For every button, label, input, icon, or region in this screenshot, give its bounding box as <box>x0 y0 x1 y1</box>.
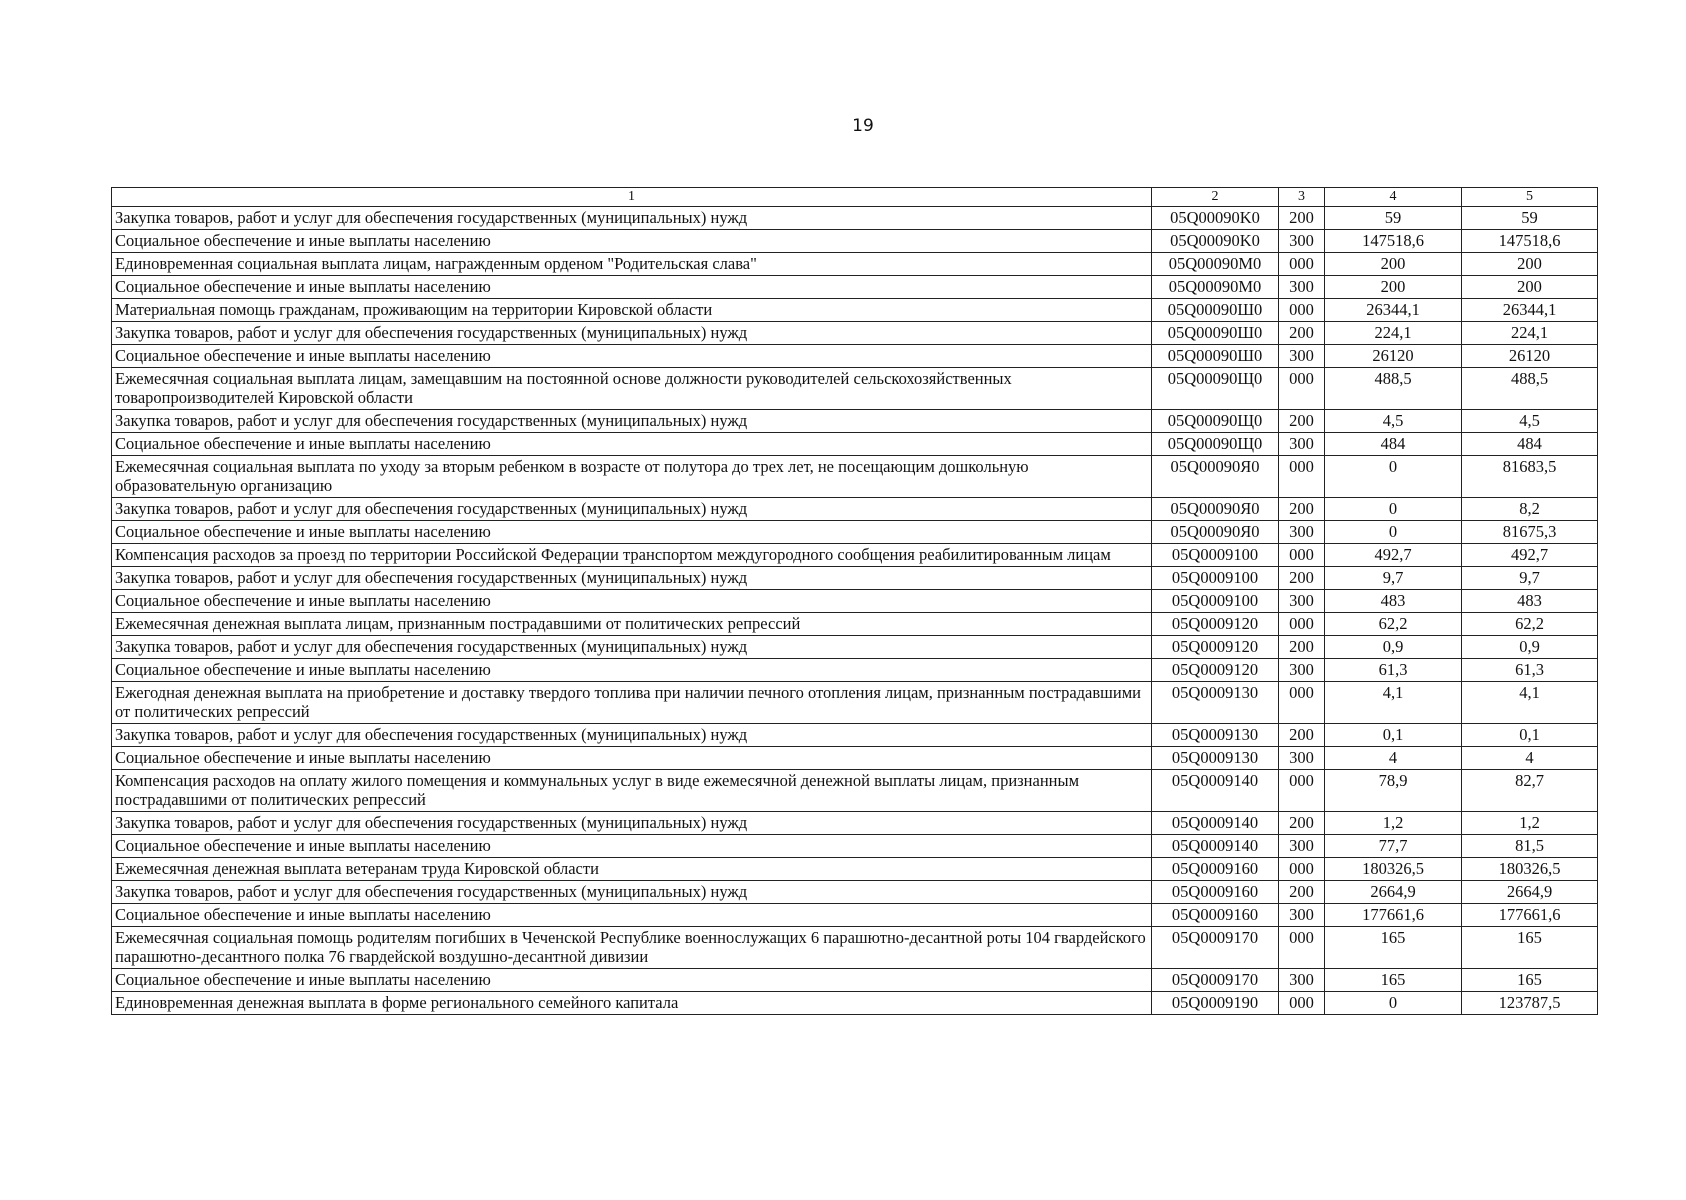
row-type: 300 <box>1279 904 1325 927</box>
row-code: 05Q00090M0 <box>1152 253 1279 276</box>
row-value-5: 0,1 <box>1462 724 1598 747</box>
row-name: Закупка товаров, работ и услуг для обеспечения государственных (муниципальных) нужд <box>112 636 1152 659</box>
row-value-5: 81675,3 <box>1462 521 1598 544</box>
row-value-4: 1,2 <box>1325 812 1462 835</box>
row-name: Ежегодная денежная выплата на приобретение и доставку твердого топлива при наличии печного отопления лицам, признанным пострадавшими от политических репрессий <box>112 682 1152 724</box>
row-code: 05Q00090Щ0 <box>1152 368 1279 410</box>
row-code: 05Q00090Я0 <box>1152 456 1279 498</box>
row-name: Социальное обеспечение и иные выплаты населению <box>112 276 1152 299</box>
row-value-4: 4 <box>1325 747 1462 770</box>
row-value-5: 2664,9 <box>1462 881 1598 904</box>
header-cell-4: 4 <box>1325 188 1462 207</box>
row-code: 05Q0009130 <box>1152 682 1279 724</box>
row-type: 300 <box>1279 345 1325 368</box>
row-type: 200 <box>1279 636 1325 659</box>
row-name: Социальное обеспечение и иные выплаты населению <box>112 521 1152 544</box>
row-name: Закупка товаров, работ и услуг для обеспечения государственных (муниципальных) нужд <box>112 812 1152 835</box>
table-row <box>112 992 1598 1015</box>
row-value-5: 165 <box>1462 927 1598 969</box>
row-code: 05Q0009140 <box>1152 835 1279 858</box>
row-code: 05Q0009100 <box>1152 567 1279 590</box>
row-value-5: 62,2 <box>1462 613 1598 636</box>
row-code: 05Q00090Щ0 <box>1152 410 1279 433</box>
row-type: 200 <box>1279 498 1325 521</box>
row-value-5: 82,7 <box>1462 770 1598 812</box>
table-row <box>112 410 1598 433</box>
row-value-5: 4,5 <box>1462 410 1598 433</box>
table-row <box>112 433 1598 456</box>
row-type: 000 <box>1279 927 1325 969</box>
row-name: Ежемесячная денежная выплата лицам, признанным пострадавшими от политических репрессий <box>112 613 1152 636</box>
row-type: 000 <box>1279 368 1325 410</box>
row-name: Закупка товаров, работ и услуг для обеспечения государственных (муниципальных) нужд <box>112 410 1152 433</box>
row-code: 05Q00090Я0 <box>1152 498 1279 521</box>
row-value-5: 200 <box>1462 253 1598 276</box>
row-value-5: 224,1 <box>1462 322 1598 345</box>
row-type: 200 <box>1279 724 1325 747</box>
table-row <box>112 881 1598 904</box>
row-code: 05Q0009170 <box>1152 969 1279 992</box>
row-name: Социальное обеспечение и иные выплаты населению <box>112 835 1152 858</box>
table-row <box>112 207 1598 230</box>
row-value-4: 0 <box>1325 521 1462 544</box>
header-cell-3: 3 <box>1279 188 1325 207</box>
row-name: Социальное обеспечение и иные выплаты населению <box>112 904 1152 927</box>
row-value-4: 200 <box>1325 253 1462 276</box>
row-value-4: 9,7 <box>1325 567 1462 590</box>
row-value-5: 147518,6 <box>1462 230 1598 253</box>
row-code: 05Q00090M0 <box>1152 276 1279 299</box>
row-value-5: 488,5 <box>1462 368 1598 410</box>
row-code: 05Q0009190 <box>1152 992 1279 1015</box>
row-name: Единовременная социальная выплата лицам, награжденным орденом "Родительская слава" <box>112 253 1152 276</box>
row-code: 05Q0009120 <box>1152 636 1279 659</box>
row-code: 05Q0009160 <box>1152 881 1279 904</box>
row-name: Ежемесячная денежная выплата ветеранам труда Кировской области <box>112 858 1152 881</box>
row-name: Социальное обеспечение и иные выплаты населению <box>112 969 1152 992</box>
table-row <box>112 770 1598 812</box>
table-row <box>112 498 1598 521</box>
row-value-4: 147518,6 <box>1325 230 1462 253</box>
row-value-5: 9,7 <box>1462 567 1598 590</box>
row-value-4: 0 <box>1325 992 1462 1015</box>
row-code: 05Q0009130 <box>1152 747 1279 770</box>
table-row <box>112 724 1598 747</box>
row-value-4: 62,2 <box>1325 613 1462 636</box>
row-type: 000 <box>1279 992 1325 1015</box>
row-type: 000 <box>1279 613 1325 636</box>
row-value-4: 0 <box>1325 456 1462 498</box>
row-type: 000 <box>1279 544 1325 567</box>
row-type: 300 <box>1279 659 1325 682</box>
row-value-5: 59 <box>1462 207 1598 230</box>
row-value-5: 492,7 <box>1462 544 1598 567</box>
row-code: 05Q0009170 <box>1152 927 1279 969</box>
row-name: Компенсация расходов на оплату жилого помещения и коммунальных услуг в виде ежемесячной денежной выплаты лицам, признанным пострадавшими от политических репрессий <box>112 770 1152 812</box>
row-code: 05Q0009100 <box>1152 590 1279 613</box>
row-type: 200 <box>1279 410 1325 433</box>
row-code: 05Q0009120 <box>1152 613 1279 636</box>
row-name: Закупка товаров, работ и услуг для обеспечения государственных (муниципальных) нужд <box>112 322 1152 345</box>
row-value-5: 123787,5 <box>1462 992 1598 1015</box>
table-body <box>112 207 1598 1015</box>
row-type: 000 <box>1279 253 1325 276</box>
row-value-4: 492,7 <box>1325 544 1462 567</box>
row-value-5: 484 <box>1462 433 1598 456</box>
row-name: Закупка товаров, работ и услуг для обеспечения государственных (муниципальных) нужд <box>112 881 1152 904</box>
row-value-4: 26120 <box>1325 345 1462 368</box>
row-type: 300 <box>1279 590 1325 613</box>
row-value-4: 77,7 <box>1325 835 1462 858</box>
row-code: 05Q00090Щ0 <box>1152 433 1279 456</box>
row-value-5: 26120 <box>1462 345 1598 368</box>
row-value-4: 0,9 <box>1325 636 1462 659</box>
row-name: Компенсация расходов за проезд по территории Российской Федерации транспортом междугородного сообщения реабилитированным лицам <box>112 544 1152 567</box>
row-code: 05Q0009130 <box>1152 724 1279 747</box>
table-row <box>112 345 1598 368</box>
row-type: 300 <box>1279 747 1325 770</box>
table-row <box>112 544 1598 567</box>
row-type: 300 <box>1279 521 1325 544</box>
row-value-5: 4,1 <box>1462 682 1598 724</box>
row-name: Закупка товаров, работ и услуг для обеспечения государственных (муниципальных) нужд <box>112 207 1152 230</box>
row-type: 300 <box>1279 835 1325 858</box>
table-row <box>112 858 1598 881</box>
table-row <box>112 682 1598 724</box>
row-value-4: 165 <box>1325 927 1462 969</box>
row-type: 200 <box>1279 322 1325 345</box>
row-value-5: 61,3 <box>1462 659 1598 682</box>
row-value-4: 200 <box>1325 276 1462 299</box>
row-code: 05Q0009100 <box>1152 544 1279 567</box>
page-number: 19 <box>852 116 874 136</box>
row-value-5: 0,9 <box>1462 636 1598 659</box>
row-name: Закупка товаров, работ и услуг для обеспечения государственных (муниципальных) нужд <box>112 567 1152 590</box>
row-code: 05Q0009140 <box>1152 812 1279 835</box>
row-name: Ежемесячная социальная помощь родителям погибших в Чеченской Республике военнослужащих 6 парашютно-десантной роты 104 гвардейского парашютно-десантного полка 76 гвардейской воздушно-десантной дивизии <box>112 927 1152 969</box>
row-value-4: 2664,9 <box>1325 881 1462 904</box>
table-header-row <box>112 188 1598 207</box>
table-row <box>112 969 1598 992</box>
row-value-4: 224,1 <box>1325 322 1462 345</box>
row-name: Социальное обеспечение и иные выплаты населению <box>112 433 1152 456</box>
table-row <box>112 927 1598 969</box>
row-type: 300 <box>1279 433 1325 456</box>
row-value-5: 165 <box>1462 969 1598 992</box>
row-type: 000 <box>1279 682 1325 724</box>
row-name: Единовременная денежная выплата в форме регионального семейного капитала <box>112 992 1152 1015</box>
row-value-5: 180326,5 <box>1462 858 1598 881</box>
row-value-5: 26344,1 <box>1462 299 1598 322</box>
table-row <box>112 590 1598 613</box>
table-row <box>112 904 1598 927</box>
row-value-4: 484 <box>1325 433 1462 456</box>
row-value-4: 0,1 <box>1325 724 1462 747</box>
row-code: 05Q00090Ш0 <box>1152 345 1279 368</box>
table-row <box>112 230 1598 253</box>
row-type: 300 <box>1279 969 1325 992</box>
budget-table <box>111 187 1598 1015</box>
table-row <box>112 368 1598 410</box>
row-code: 05Q00090K0 <box>1152 230 1279 253</box>
table-row <box>112 456 1598 498</box>
row-value-4: 59 <box>1325 207 1462 230</box>
row-name: Социальное обеспечение и иные выплаты населению <box>112 230 1152 253</box>
row-value-4: 4,1 <box>1325 682 1462 724</box>
table-row <box>112 253 1598 276</box>
row-type: 300 <box>1279 276 1325 299</box>
row-value-5: 1,2 <box>1462 812 1598 835</box>
row-name: Ежемесячная социальная выплата лицам, замещавшим на постоянной основе должности руководителей сельскохозяйственных товаропроизводителей Кировской области <box>112 368 1152 410</box>
row-value-5: 177661,6 <box>1462 904 1598 927</box>
table-row <box>112 659 1598 682</box>
table-row <box>112 276 1598 299</box>
row-name: Социальное обеспечение и иные выплаты населению <box>112 345 1152 368</box>
row-code: 05Q0009120 <box>1152 659 1279 682</box>
row-value-4: 0 <box>1325 498 1462 521</box>
row-value-4: 488,5 <box>1325 368 1462 410</box>
row-type: 200 <box>1279 812 1325 835</box>
table-row <box>112 747 1598 770</box>
row-value-4: 26344,1 <box>1325 299 1462 322</box>
row-name: Закупка товаров, работ и услуг для обеспечения государственных (муниципальных) нужд <box>112 498 1152 521</box>
row-name: Социальное обеспечение и иные выплаты населению <box>112 659 1152 682</box>
table-row <box>112 322 1598 345</box>
row-value-5: 200 <box>1462 276 1598 299</box>
row-value-5: 8,2 <box>1462 498 1598 521</box>
table-row <box>112 299 1598 322</box>
row-value-4: 165 <box>1325 969 1462 992</box>
row-type: 300 <box>1279 230 1325 253</box>
row-name: Ежемесячная социальная выплата по уходу за вторым ребенком в возрасте от полутора до трех лет, не посещающим дошкольную образовательную организацию <box>112 456 1152 498</box>
row-value-4: 177661,6 <box>1325 904 1462 927</box>
row-value-5: 483 <box>1462 590 1598 613</box>
row-code: 05Q0009160 <box>1152 904 1279 927</box>
row-code: 05Q00090Я0 <box>1152 521 1279 544</box>
table-row <box>112 521 1598 544</box>
row-name: Социальное обеспечение и иные выплаты населению <box>112 590 1152 613</box>
row-type: 200 <box>1279 881 1325 904</box>
row-value-5: 81683,5 <box>1462 456 1598 498</box>
row-name: Социальное обеспечение и иные выплаты населению <box>112 747 1152 770</box>
row-value-4: 4,5 <box>1325 410 1462 433</box>
row-value-5: 81,5 <box>1462 835 1598 858</box>
row-code: 05Q00090K0 <box>1152 207 1279 230</box>
row-value-4: 483 <box>1325 590 1462 613</box>
row-name: Закупка товаров, работ и услуг для обеспечения государственных (муниципальных) нужд <box>112 724 1152 747</box>
row-value-4: 78,9 <box>1325 770 1462 812</box>
row-name: Материальная помощь гражданам, проживающим на территории Кировской области <box>112 299 1152 322</box>
row-type: 200 <box>1279 567 1325 590</box>
row-type: 000 <box>1279 770 1325 812</box>
row-value-4: 61,3 <box>1325 659 1462 682</box>
row-type: 000 <box>1279 456 1325 498</box>
table-row <box>112 567 1598 590</box>
header-cell-1: 1 <box>112 188 1152 207</box>
row-code: 05Q00090Ш0 <box>1152 322 1279 345</box>
row-type: 000 <box>1279 299 1325 322</box>
row-value-5: 4 <box>1462 747 1598 770</box>
row-type: 000 <box>1279 858 1325 881</box>
row-code: 05Q0009140 <box>1152 770 1279 812</box>
row-type: 200 <box>1279 207 1325 230</box>
row-value-4: 180326,5 <box>1325 858 1462 881</box>
header-cell-2: 2 <box>1152 188 1279 207</box>
table-row <box>112 835 1598 858</box>
header-cell-5: 5 <box>1462 188 1598 207</box>
row-code: 05Q0009160 <box>1152 858 1279 881</box>
table-row <box>112 613 1598 636</box>
table-row <box>112 636 1598 659</box>
table-row <box>112 812 1598 835</box>
row-code: 05Q00090Ш0 <box>1152 299 1279 322</box>
